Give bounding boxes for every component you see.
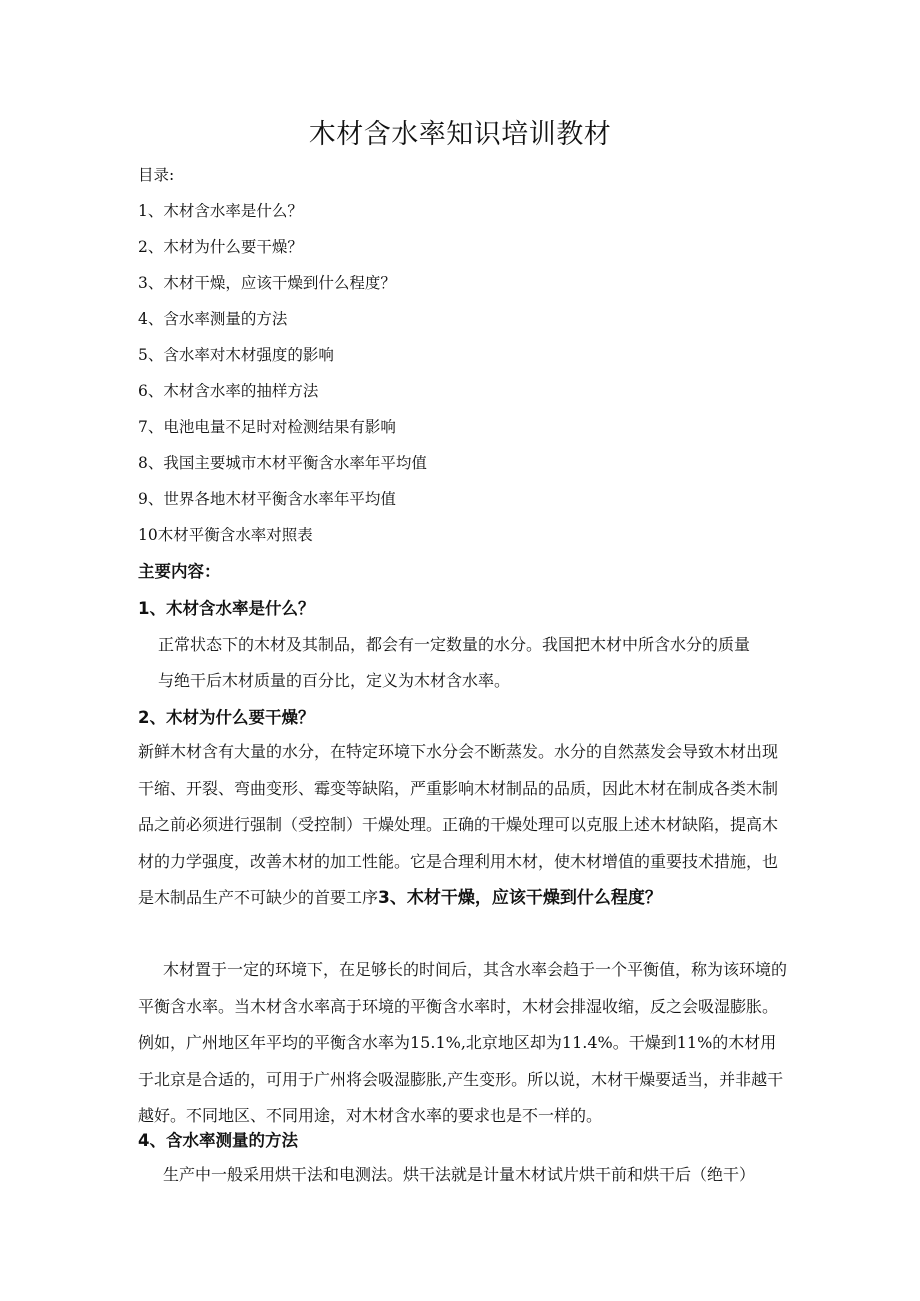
section-3-text: 木材置于一定的环境下，在足够长的时间后，其含水率会趋于一个平衡值，称为该环境的平衡含水率。当木材含水率高于环境的平衡含水率时，木材会排湿收缩，反之会吸湿膨胀。例如，广州地区年平均的平衡含水率为15.1%,北京地区却为11.4%。干燥到11%的木材用于北京是合适的，可用于广州将会吸湿膨胀,产生变形。所以说，木材干燥要适当，并非越干越好。不同地区、不同用途，对木材含水率的要求也是不一样的。 [138,960,788,1126]
section-1-heading: 1、木材含水率是什么？ [138,599,315,618]
section-4-heading: 4、含水率测量的方法 [138,1131,298,1150]
section-1-text: 正常状态下的木材及其制品，都会有一定数量的水分。我国把木材中所含水分的质量 [158,635,751,654]
toc-item: 5、含水率对木材强度的影响 [138,346,334,364]
toc-item: 7、电池电量不足时对检测结果有影响 [138,418,396,436]
document-title: 木材含水率知识培训教材 [308,119,612,150]
section-1-text: 与绝干后木材质量的百分比，定义为木材含水率。 [158,671,511,690]
section-2-paragraph [138,734,788,917]
section-3-paragraph [138,952,788,1135]
toc-item: 6、木材含水率的抽样方法 [138,382,319,400]
section-3-heading: 3、木材干燥，应该干燥到什么程度？ [378,888,662,909]
toc-item: 10木材平衡含水率对照表 [138,526,313,544]
section-4-text: 生产中一般采用烘干法和电测法。烘干法就是计量木材试片烘干前和烘干后（绝干） [163,1165,756,1184]
toc-item: 9、世界各地木材平衡含水率年平均值 [138,490,396,508]
toc-item: 1、木材含水率是什么？ [138,202,303,220]
section-2-text: 新鲜木材含有大量的水分，在特定环境下水分会不断蒸发。水分的自然蒸发会导致木材出现干缩、开裂、弯曲变形、霉变等缺陷，严重影响木材制品的品质，因此木材在制成各类木制品之前必须进行强制（受控制）干燥处理。正确的干燥处理可以克服上述木材缺陷，提高木材的力学强度，改善木材的加工性能。它是合理利用木材，使木材增值的重要技术措施，也是木制品生产不可缺少的首要工序 [138,742,779,908]
toc-item: 3、木材干燥，应该干燥到什么程度？ [138,274,396,292]
toc-label: 目录: [138,166,175,184]
toc-item: 2、木材为什么要干燥？ [138,238,303,256]
toc-item: 8、我国主要城市木材平衡含水率年平均值 [138,454,427,472]
section-2-heading: 2、木材为什么要干燥？ [138,708,315,727]
main-content-heading: 主要内容： [138,562,221,581]
toc-item: 4、含水率测量的方法 [138,310,288,328]
